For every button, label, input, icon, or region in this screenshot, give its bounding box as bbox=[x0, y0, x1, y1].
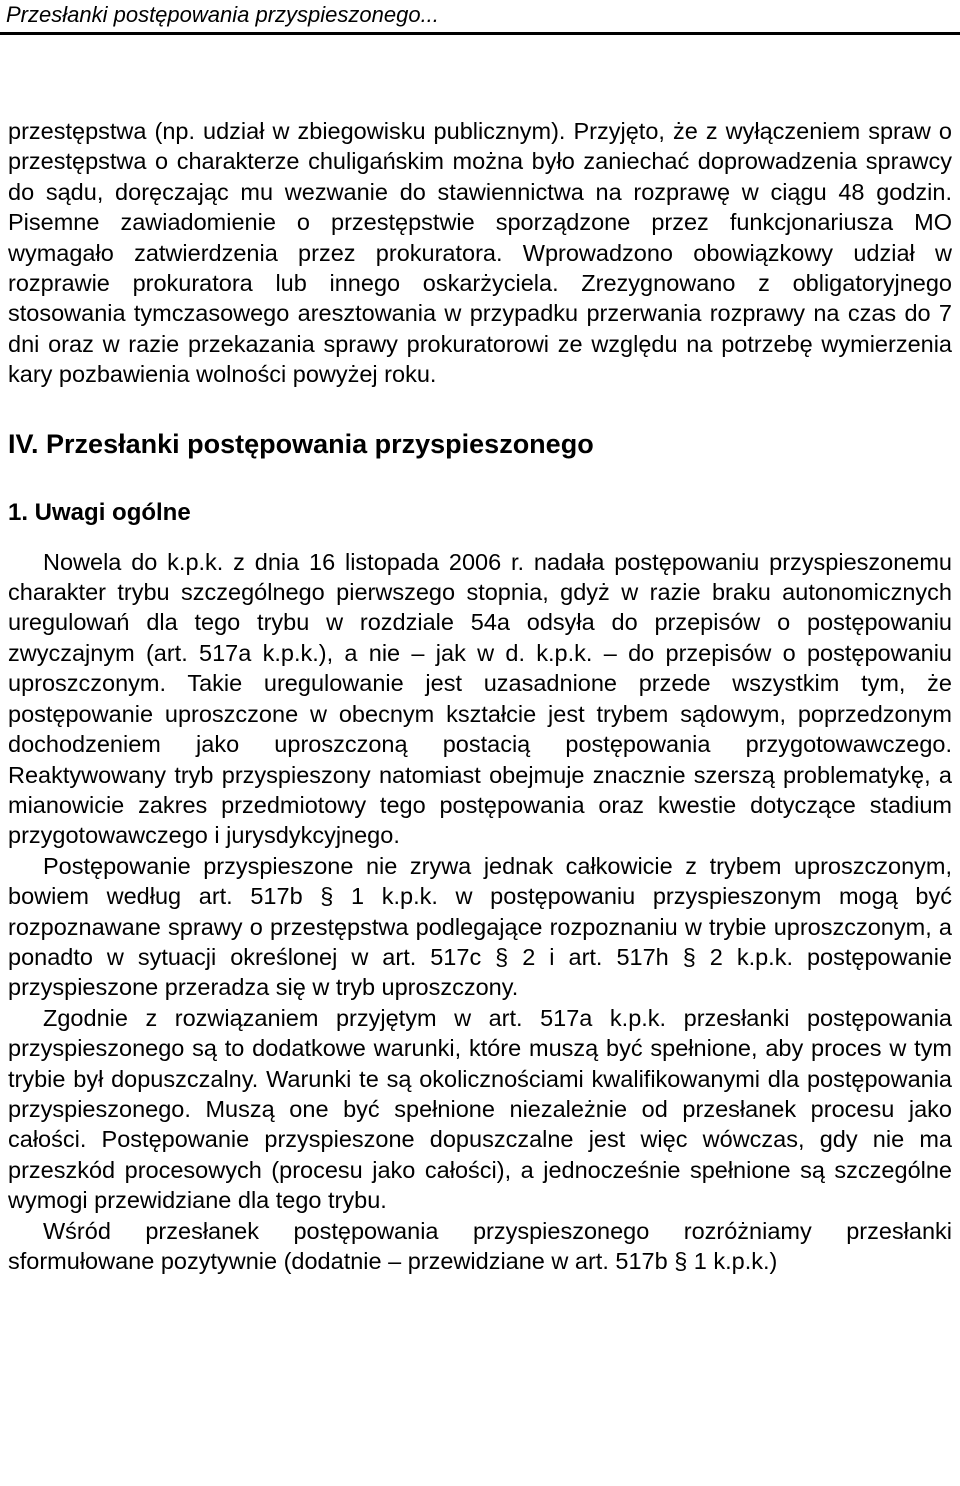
subsection-heading: 1. Uwagi ogólne bbox=[8, 498, 191, 526]
paragraph-4: Zgodnie z rozwiązaniem przyjętym w art. 517a k.p.k. przesłanki postępowania przyspieszonego są to dodatkowe warunki, które muszą być spełnione, aby proces w tym trybie był dopuszczalny. Warunki te są okolicznościami kwalifikowanymi dla postępowania przyspieszonego. Muszą one być spełnione niezależnie od przesłanek procesu jako całości. Postępowanie przyspieszone dopuszczalne jest więc wówczas, gdy nie ma przeszkód procesowych (procesu jako całości), a jednocześnie spełnione są szczególne wymogi przewidziane dla tego trybu. bbox=[8, 1004, 952, 1214]
page-body bbox=[8, 116, 952, 1276]
paragraph-3: Postępowanie przyspieszone nie zrywa jednak całkowicie z trybem uproszczonym, bowiem według art. 517b § 1 k.p.k. w postępowaniu przyspieszonym mogą być rozpoznawane sprawy o przestępstwa podlegające rozpoznaniu w trybie uproszczonym, a ponadto w sytuacji określonej w art. 517c § 2 i art. 517h § 2 k.p.k. postępowanie przyspieszone przeradza się w tryb uproszczony. bbox=[8, 852, 952, 1001]
paragraph-5: Wśród przesłanek postępowania przyspieszonego rozróżniamy przesłanki sformułowane pozytywnie (dodatnie – przewidziane w art. 517b § 1 k.p.k.) bbox=[8, 1217, 952, 1274]
running-header-title: Przesłanki postępowania przyspieszonego... bbox=[6, 2, 439, 27]
paragraph-2: Nowela do k.p.k. z dnia 16 listopada 2006 r. nadała postępowaniu przyspieszonemu charakter trybu szczególnego pierwszego stopnia, gdyż w razie braku autonomicznych uregulowań dla tego trybu w rozdziale 54a odsyła do przepisów o postępowaniu zwyczajnym (art. 517a k.p.k.), a nie – jak w d. k.p.k. – do przepisów o postępowaniu uproszczonym. Takie uregulowanie jest uzasadnione przede wszystkim tym, że postępowanie uproszczone w obecnym kształcie jest trybem sądowym, poprzedzonym dochodzeniem jako uproszczoną postacią postępowania przygotowawczego. Reaktywowany tryb przyspieszony natomiast obejmuje znacznie szerszą problematykę, a mianowicie zakres przedmiotowy tego postępowania oraz kwestie dotyczące stadium przygotowawczego i jurysdykcyjnego. bbox=[8, 548, 952, 849]
section-heading: IV. Przesłanki postępowania przyspieszonego bbox=[8, 428, 594, 459]
paragraph-1: przestępstwa (np. udział w zbiegowisku publicznym). Przyjęto, że z wyłączeniem spraw o przestępstwa o charakterze chuligańskim można było zaniechać doprowadzenia sprawcy do sądu, doręczając mu wezwanie do stawiennictwa na rozprawę w ciągu 48 godzin. Pisemne zawiadomienie o przestępstwie sporządzone przez funkcjonariusza MO wymagało zatwierdzenia przez prokuratora. Wprowadzono obowiązkowy udział w rozprawie prokuratora lub innego oskarżyciela. Zrezygnowano z obligatoryjnego stosowania tymczasowego aresztowania w przypadku przerwania rozprawy na czas do 7 dni oraz w razie przekazania sprawy prokuratorowi ze względu na potrzebę wymierzenia kary pozbawienia wolności powyżej roku. bbox=[8, 118, 952, 388]
header-rule bbox=[0, 32, 960, 35]
